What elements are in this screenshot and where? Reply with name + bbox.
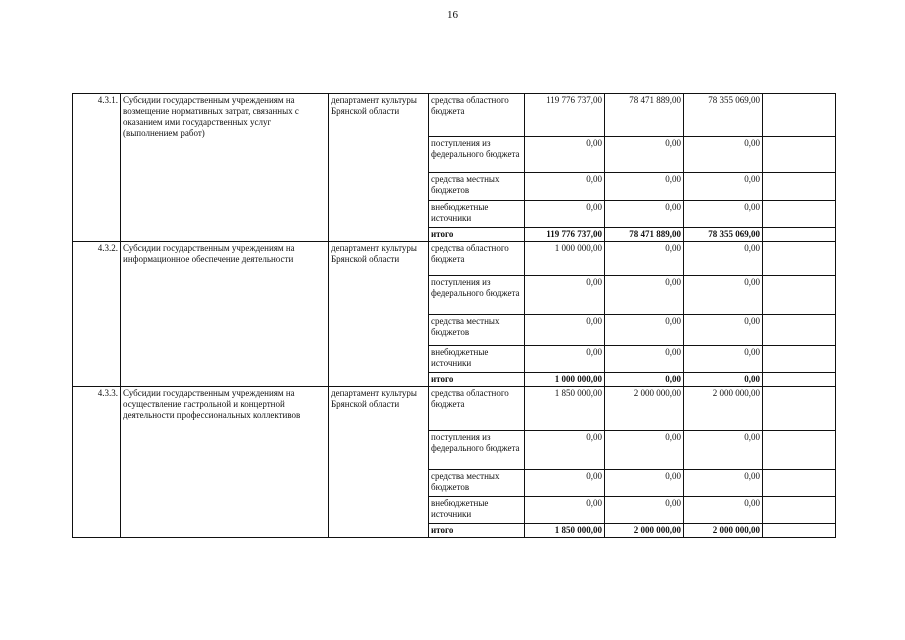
amount-cell-v4 — [763, 373, 836, 387]
amount-cell-v1: 0,00 — [525, 497, 605, 524]
amount-cell-v4 — [763, 173, 836, 201]
funding-source: средства областного бюджета — [429, 242, 525, 276]
amount-cell-v1: 119 776 737,00 — [525, 94, 605, 137]
amount-cell-v4 — [763, 228, 836, 242]
item-name: Субсидии государственным учреждениям на осуществление гастрольной и концертной деятельности профессиональных коллективов — [121, 387, 329, 538]
item-name: Субсидии государственным учреждениям на информационное обеспечение деятельности — [121, 242, 329, 387]
funding-source: итого — [429, 373, 525, 387]
funding-source: итого — [429, 524, 525, 538]
amount-cell-v1: 0,00 — [525, 173, 605, 201]
amount-cell-v3: 0,00 — [684, 276, 763, 315]
amount-cell-v4 — [763, 470, 836, 497]
amount-cell-v3: 0,00 — [684, 497, 763, 524]
budget-table — [72, 93, 836, 538]
amount-cell-v1: 1 850 000,00 — [525, 387, 605, 431]
item-code: 4.3.1. — [73, 94, 121, 242]
amount-cell-v4 — [763, 387, 836, 431]
amount-cell-v1: 1 850 000,00 — [525, 524, 605, 538]
amount-cell-v2: 0,00 — [605, 276, 684, 315]
funding-source: средства местных бюджетов — [429, 315, 525, 346]
amount-cell-v3: 0,00 — [684, 346, 763, 373]
amount-cell-v3: 0,00 — [684, 470, 763, 497]
funding-source: поступления из федерального бюджета — [429, 137, 525, 173]
amount-cell-v1: 0,00 — [525, 276, 605, 315]
amount-cell-v2: 0,00 — [605, 201, 684, 228]
amount-cell-v3: 78 355 069,00 — [684, 228, 763, 242]
amount-cell-v2: 0,00 — [605, 242, 684, 276]
funding-source: средства областного бюджета — [429, 387, 525, 431]
amount-cell-v1: 0,00 — [525, 346, 605, 373]
budget-table-body — [73, 94, 836, 538]
amount-cell-v2: 0,00 — [605, 431, 684, 470]
amount-cell-v1: 1 000 000,00 — [525, 373, 605, 387]
table-row — [73, 242, 836, 276]
amount-cell-v4 — [763, 524, 836, 538]
amount-cell-v1: 0,00 — [525, 431, 605, 470]
amount-cell-v2: 0,00 — [605, 470, 684, 497]
table-row — [73, 94, 836, 137]
amount-cell-v3: 0,00 — [684, 315, 763, 346]
amount-cell-v3: 0,00 — [684, 373, 763, 387]
item-code: 4.3.3. — [73, 387, 121, 538]
amount-cell-v3: 0,00 — [684, 137, 763, 173]
amount-cell-v2: 0,00 — [605, 137, 684, 173]
amount-cell-v2: 0,00 — [605, 497, 684, 524]
amount-cell-v1: 0,00 — [525, 137, 605, 173]
amount-cell-v1: 0,00 — [525, 315, 605, 346]
amount-cell-v4 — [763, 94, 836, 137]
item-executor: департамент культуры Брянской области — [329, 387, 429, 538]
amount-cell-v2: 78 471 889,00 — [605, 94, 684, 137]
amount-cell-v2: 0,00 — [605, 346, 684, 373]
amount-cell-v2: 2 000 000,00 — [605, 387, 684, 431]
amount-cell-v1: 119 776 737,00 — [525, 228, 605, 242]
amount-cell-v4 — [763, 242, 836, 276]
funding-source: итого — [429, 228, 525, 242]
funding-source: поступления из федерального бюджета — [429, 276, 525, 315]
amount-cell-v3: 78 355 069,00 — [684, 94, 763, 137]
amount-cell-v2: 78 471 889,00 — [605, 228, 684, 242]
funding-source: средства местных бюджетов — [429, 173, 525, 201]
funding-source: внебюджетные источники — [429, 201, 525, 228]
amount-cell-v3: 0,00 — [684, 201, 763, 228]
table-row — [73, 387, 836, 431]
funding-source: средства местных бюджетов — [429, 470, 525, 497]
amount-cell-v3: 2 000 000,00 — [684, 387, 763, 431]
page-number: 16 — [447, 9, 458, 21]
item-name: Субсидии государственным учреждениям на возмещение нормативных затрат, связанных с оказанием ими государственных услуг (выполнением работ) — [121, 94, 329, 242]
funding-source: средства областного бюджета — [429, 94, 525, 137]
amount-cell-v2: 0,00 — [605, 315, 684, 346]
amount-cell-v2: 0,00 — [605, 173, 684, 201]
amount-cell-v1: 0,00 — [525, 470, 605, 497]
amount-cell-v4 — [763, 497, 836, 524]
amount-cell-v4 — [763, 431, 836, 470]
funding-source: внебюджетные источники — [429, 497, 525, 524]
item-executor: департамент культуры Брянской области — [329, 242, 429, 387]
amount-cell-v2: 2 000 000,00 — [605, 524, 684, 538]
amount-cell-v4 — [763, 201, 836, 228]
funding-source: внебюджетные источники — [429, 346, 525, 373]
item-executor: департамент культуры Брянской области — [329, 94, 429, 242]
amount-cell-v4 — [763, 137, 836, 173]
amount-cell-v1: 1 000 000,00 — [525, 242, 605, 276]
amount-cell-v4 — [763, 315, 836, 346]
amount-cell-v2: 0,00 — [605, 373, 684, 387]
amount-cell-v4 — [763, 346, 836, 373]
item-code: 4.3.2. — [73, 242, 121, 387]
amount-cell-v1: 0,00 — [525, 201, 605, 228]
amount-cell-v4 — [763, 276, 836, 315]
amount-cell-v3: 0,00 — [684, 242, 763, 276]
funding-source: поступления из федерального бюджета — [429, 431, 525, 470]
amount-cell-v3: 0,00 — [684, 173, 763, 201]
amount-cell-v3: 2 000 000,00 — [684, 524, 763, 538]
amount-cell-v3: 0,00 — [684, 431, 763, 470]
